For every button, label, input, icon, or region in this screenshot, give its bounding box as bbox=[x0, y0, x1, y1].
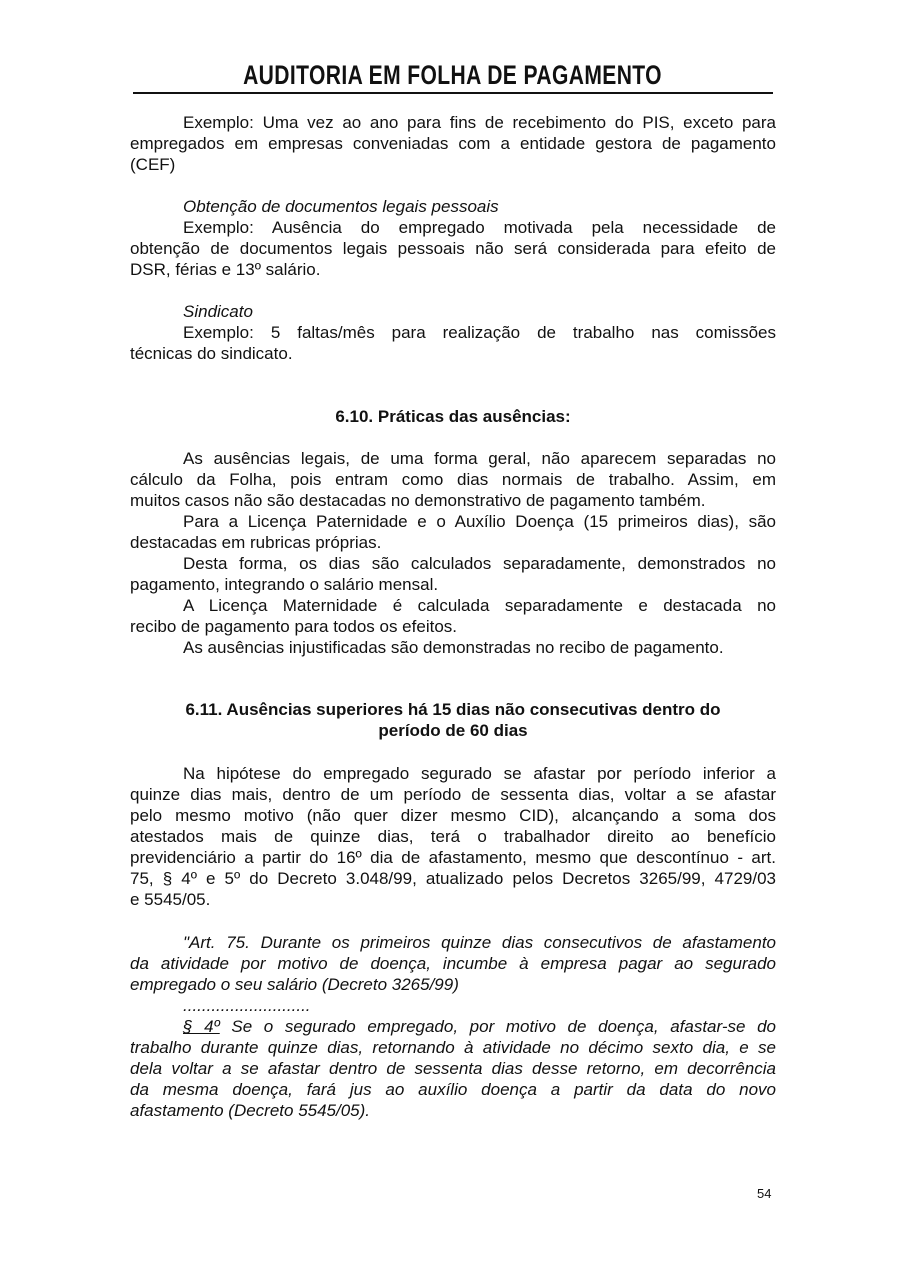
section-heading: 6.10. Práticas das ausências: bbox=[335, 407, 571, 426]
text-line: empregado o seu salário (Decreto 3265/99) bbox=[130, 975, 459, 994]
text-fragment: Se o segurado empregado, por motivo de doença, afastar-se do bbox=[231, 1017, 776, 1036]
text-line: trabalho durante quinze dias, retornando à atividade no décimo sexto dia, e se bbox=[130, 1038, 776, 1057]
text-line: Exemplo: Uma vez ao ano para fins de recebimento do PIS, exceto para bbox=[183, 113, 776, 132]
heading-6-11 bbox=[130, 699, 776, 741]
text-line: pagamento, integrando o salário mensal. bbox=[130, 575, 439, 594]
text-line: destacadas em rubricas próprias. bbox=[130, 533, 382, 552]
header-title: AUDITORIA EM FOLHA DE PAGAMENTO bbox=[243, 60, 663, 90]
text-line: da mesma doença, fará jus ao auxílio doença a partir da data do novo bbox=[130, 1080, 776, 1099]
text-line: recibo de pagamento para todos os efeitos. bbox=[130, 617, 457, 636]
section-sindicato bbox=[130, 301, 776, 364]
text-line: Desta forma, os dias são calculados separadamente, demonstrados no bbox=[183, 554, 776, 573]
text-line: DSR, férias e 13º salário. bbox=[130, 260, 321, 279]
text-line: (CEF) bbox=[130, 155, 176, 174]
text-line: As ausências injustificadas são demonstradas no recibo de pagamento. bbox=[183, 638, 724, 657]
heading-6-10 bbox=[130, 406, 776, 427]
text-line: "Art. 75. Durante os primeiros quinze dias consecutivos de afastamento bbox=[183, 933, 776, 952]
text-line: cálculo da Folha, pois entram como dias normais de trabalho. Assim, em bbox=[130, 470, 776, 489]
paragraph-mark: § 4º bbox=[183, 1017, 220, 1036]
text-line bbox=[130, 1016, 776, 1037]
text-line: Na hipótese do empregado segurado se afastar por período inferior a bbox=[183, 764, 776, 783]
text-line: 75, § 4º e 5º do Decreto 3.048/99, atualizado pelos Decretos 3265/99, 4729/03 bbox=[130, 869, 776, 888]
text-line: quinze dias mais, dentro de um período de sessenta dias, voltar a se afastar bbox=[130, 785, 776, 804]
text-line: obtenção de documentos legais pessoais não será considerada para efeito de bbox=[130, 239, 776, 258]
section-6-11-body bbox=[130, 763, 776, 910]
text-line: afastamento (Decreto 5545/05). bbox=[130, 1101, 371, 1120]
paragraph-pis bbox=[130, 112, 776, 175]
text-line: empregados em empresas conveniadas com a entidade gestora de pagamento bbox=[130, 134, 776, 153]
text-line: pelo mesmo motivo (não quer dizer mesmo CID), alcançando a soma dos bbox=[130, 806, 776, 825]
subsection-title: Obtenção de documentos legais pessoais bbox=[183, 197, 499, 216]
page-number: 54 bbox=[757, 1186, 772, 1201]
text-line: muitos casos não são destacadas no demonstrativo de pagamento também. bbox=[130, 491, 706, 510]
text-line: As ausências legais, de uma forma geral, não aparecem separadas no bbox=[183, 449, 776, 468]
ellipsis-line: ........................... bbox=[183, 996, 311, 1015]
section-heading: 6.11. Ausências superiores há 15 dias não consecutivas dentro do bbox=[185, 700, 721, 719]
section-heading: período de 60 dias bbox=[378, 721, 528, 740]
text-line: Exemplo: 5 faltas/mês para realização de trabalho nas comissões bbox=[183, 323, 776, 342]
text-line: A Licença Maternidade é calculada separadamente e destacada no bbox=[183, 596, 776, 615]
text-line: da atividade por motivo de doença, incumbe à empresa pagar ao segurado bbox=[130, 954, 776, 973]
section-documentos bbox=[130, 196, 776, 280]
section-6-10-body bbox=[130, 448, 776, 658]
text-line: dela voltar a se afastar dentro de sessenta dias desse retorno, em decorrência bbox=[130, 1059, 776, 1078]
page-header bbox=[133, 58, 773, 94]
text-line: atestados mais de quinze dias, terá o trabalhador direito ao benefício bbox=[130, 827, 776, 846]
text-line: previdenciário a partir do 16º dia de afastamento, mesmo que descontínuo - art. bbox=[130, 848, 776, 867]
quote-art-75 bbox=[130, 932, 776, 1121]
text-line: Para a Licença Paternidade e o Auxílio Doença (15 primeiros dias), são bbox=[183, 512, 776, 531]
subsection-title: Sindicato bbox=[183, 302, 253, 321]
text-line: e 5545/05. bbox=[130, 890, 211, 909]
text-line: técnicas do sindicato. bbox=[130, 344, 293, 363]
text-line: Exemplo: Ausência do empregado motivada pela necessidade de bbox=[183, 218, 776, 237]
